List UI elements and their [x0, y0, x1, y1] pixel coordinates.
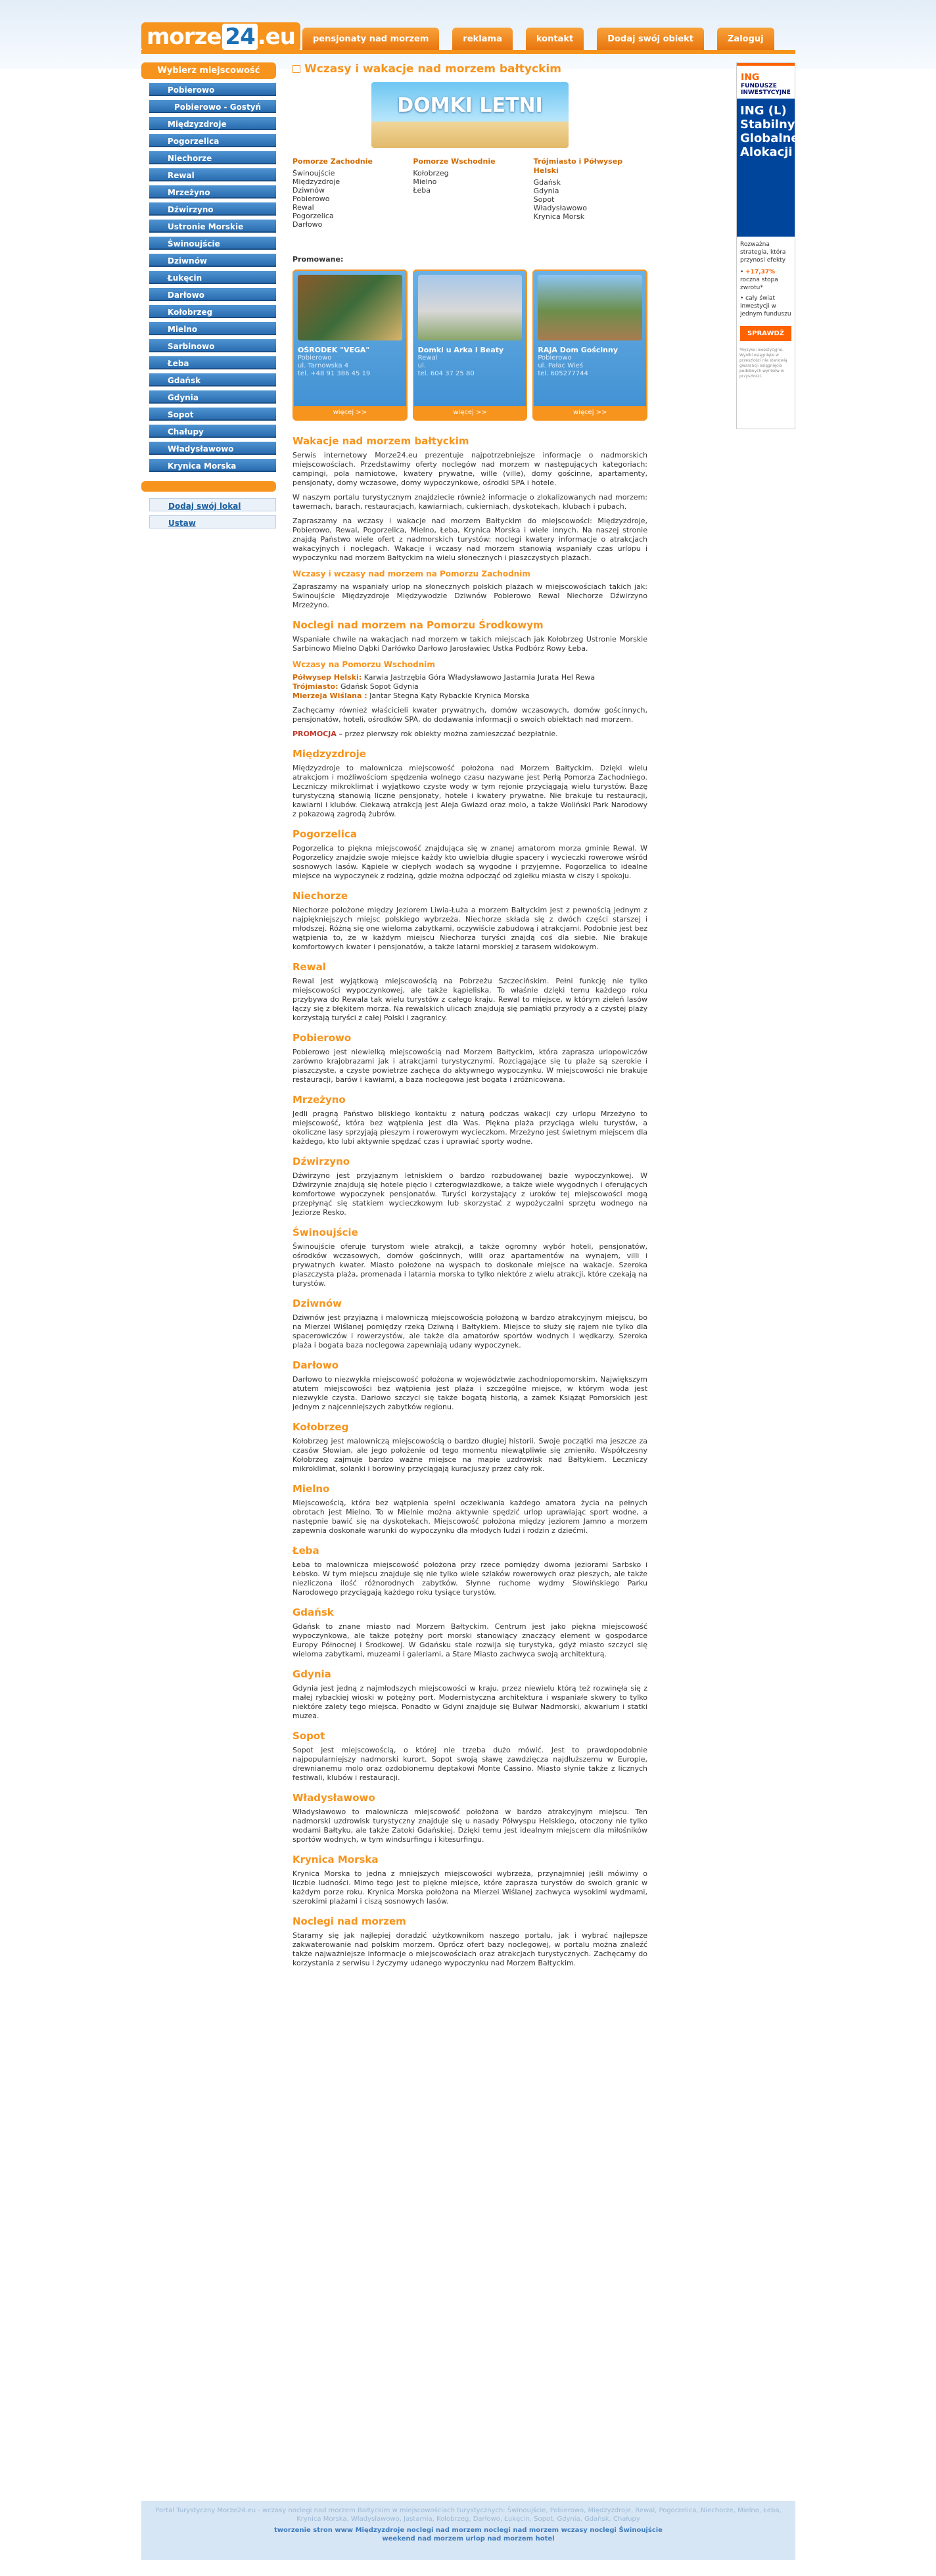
sidebar — [141, 62, 276, 528]
town-section — [292, 1668, 647, 1721]
east-region-label: Mierzeja Wiślana : — [292, 691, 367, 700]
sidebar-town-list — [141, 83, 276, 472]
sidebar-town-link[interactable]: Kołobrzeg — [149, 305, 276, 318]
intro-paragraph-2: W naszym portalu turystycznym znajdziecie również informacje o zlokalizowanych nad morzem: tawernach, barach, restauracjach, kawiarniach, cukierniach, dyskotekach, klubach i pubach. — [292, 493, 647, 511]
sidebar-town-link[interactable]: Władysławowo — [149, 442, 276, 455]
promoted-card[interactable] — [292, 269, 408, 421]
sidebar-town-link[interactable]: Mrzeżyno — [149, 185, 276, 199]
promoted-address: Rewal ul. tel. 604 37 25 80 — [417, 354, 475, 377]
footer-credits-2 — [154, 2535, 782, 2543]
town-description: Gdańsk to znane miasto nad Morzem Bałtyckim. Centrum jest jako piękna miejscowość wypoczynkowa, ale także potężny port morski stanowiący znaczący element w gospodarce Europy Północnej i Środkowej. W Gdańsku stale rozwija się turystyka, gdyż miasto szczyci się wieloma zabytkami, muzeami i galeriami, a Stare Miasto zachwyca swoją architekturą. — [292, 1622, 647, 1658]
promoted-address: Pobierowo ul. Pałac Wieś tel. 605277744 — [538, 354, 588, 377]
town-description: Świnoujście oferuje turystom wiele atrakcji, a także ogromny wybór hoteli, pensjonatów, ośrodków wczasowych, domów gościnnych, willi oraz apartamentów na wynajem, villi i prywatnych kwater. Miasto położone na wyspach to doskonałe miejsce na wakacje. Szeroka piaszczysta plaża, promenada i latarnia morska to tylko niektóre z wielu atrakcji, które czekają na turystów. — [292, 1242, 647, 1288]
promoted-card[interactable] — [413, 269, 528, 421]
promoted-photo — [298, 275, 402, 340]
promo-banner[interactable]: DOMKI LETNI — [371, 82, 569, 148]
region-column — [534, 157, 647, 229]
nav-pensjonaty[interactable]: pensjonaty nad morzem — [302, 28, 439, 51]
sidebar-town-link[interactable]: Łeba — [149, 356, 276, 369]
central-heading: Noclegi nad morzem na Pomorzu Środkowym — [292, 619, 544, 631]
sidebar-town-link[interactable]: Ustronie Morskie — [149, 220, 276, 233]
region-town-link[interactable]: Świnoujście — [292, 169, 335, 177]
central-paragraph: Wspaniałe chwile na wakacjach nad morzem w takich miejscach jak Kołobrzeg Ustronie Morskie Sarbinowo Mielno Dąbki Darłówko Darłowo Jarosławiec Ustka Podbórz Rowy Łeba. — [292, 635, 647, 653]
town-section — [292, 961, 647, 1023]
town-section — [292, 1545, 647, 1597]
footer-credits — [154, 2526, 782, 2535]
sidebar-town-link[interactable]: Darłowo — [149, 288, 276, 301]
main-content — [292, 62, 647, 1973]
promotion-text: – przez pierwszy rok obiekty można zamieszczać bezpłatnie. — [336, 730, 558, 738]
promoted-photo — [538, 275, 642, 340]
ad-copy-text: Rozważna strategia, która przynosi efekty — [740, 241, 786, 264]
east-region-towns: Karwia Jastrzębia Góra Władysławowo Jastarnia Jurata Hel Rewa — [362, 673, 596, 682]
town-description: Darłowo to niezwykła miejscowość położona w województwie zachodniopomorskim. Największym atutem miejscowości bez wątpienia jest plaża i szczególne miejsce, w którym woda jest niezwykle czysta. Darłowo szczyci się także bogatą historią, a zamek Książąt Pomorskich jest jednym z najcenniejszych zabytków regionu. — [292, 1375, 647, 1411]
region-town-link[interactable]: Rewal — [292, 203, 314, 212]
sidebar-item — [149, 408, 276, 421]
town-section — [292, 1094, 647, 1146]
sidebar-town-link[interactable]: Świnoujście — [149, 237, 276, 250]
town-description: Staramy się jak najlepiej doradzić użytkownikom naszego portalu, jak i wybrać najlepsze zakwaterowanie nad polskim morzem. Oprócz ofert bazy noclegowej, w portalu można znaleźć także najważniejsze informacje o miejscowościach oraz atrakcjach turystycznych. Zachęcamy do korzystania z serwisu i życzymy udanego wypoczynku nad Morzem Bałtyckim. — [292, 1931, 647, 1967]
town-heading: Darłowo — [292, 1359, 339, 1371]
header-divider — [141, 50, 795, 54]
town-description: Pobierowo jest niewielką miejscowością nad Morzem Bałtyckim, która zaprasza urlopowiczów zarówno krajobrazami jak i atrakcjami turystycznymi. Rozciągające się tu plaże są szerokie i piaszczyste, a czyste powietrze zachęca do aktywnego wypoczynku. W miejscowości nie brakuje restauracji, barów i kawiarni, a baza noclegowa jest bogata i zróżnicowana. — [292, 1048, 647, 1084]
sidebar-item — [149, 117, 276, 130]
town-description: Kołobrzeg jest malowniczą miejscowością o bardzo długiej historii. Swoje początki ma jeszcze za czasów Słowian, ale jego położenie od tego momentu niewątpliwie się zmieniło. Współczesny Kołobrzeg zajmuje bardzo ważne miejsce na mapie uzdrowisk nad Bałtykiem. Leczniczy mikroklimat, solanki i borowiny przyciągają kuracjuszy przez cały rok. — [292, 1437, 647, 1473]
region-title: Trójmiasto i Półwysep Helski — [533, 157, 623, 175]
nav-login[interactable]: Zaloguj — [717, 28, 774, 51]
east-heading: Wczasy na Pomorzu Wschodnim — [292, 660, 435, 669]
ad-note-line: • cały świat inwestycji w jednym funduszu — [740, 295, 791, 317]
town-description: Niechorze położone między Jeziorem Liwia-Łuża a morzem Bałtyckim jest z pewnością jednym z najpiękniejszych miejsc polskiego wybrzeża. Niechorze składa się z dwóch części starszej i młodszej. Różną się one wieloma zabytkami, oczywiście zabudową i atrakcjami. Podobnie jest bez wątpienia to, że w każdym miejscu Niechorza turyści znajdą coś dla siebie. Nie brakuje komfortowych kwater i pensjonatów, a także latarni morskiej z tarasem widokowym. — [292, 906, 647, 951]
top-navigation — [302, 28, 774, 51]
town-heading: Mielno — [292, 1483, 330, 1495]
town-section — [292, 1359, 647, 1412]
town-description: Krynica Morska to jedna z mniejszych miejscowości wybrzeża, przynajmniej jeśli mówimy o liczbie ludności. Mimo tego jest to piękne miejsce, które zaprasza turystów do swoich granic w każdym porze roku. Krynica Morska położona na Mierzei Wiślanej zachwyca wysokimi wydmami, szerokimi plażami i ciszą sosnowych lasów. — [292, 1869, 647, 1906]
region-town-link[interactable]: Pobierowo — [292, 195, 330, 203]
town-section — [292, 1915, 647, 1968]
sidebar-town-link[interactable]: Dziwnów — [149, 254, 276, 267]
town-heading: Gdynia — [292, 1668, 331, 1680]
region-title: Pomorze Zachodnie — [292, 157, 373, 166]
footer-credits-2-text[interactable]: weekend nad morzem urlop nad morzem hotel — [382, 2535, 555, 2542]
region-title: Pomorze Wschodnie — [413, 157, 496, 166]
ad-copy — [737, 237, 795, 322]
sidebar-item — [149, 168, 276, 181]
promoted-more-link[interactable]: więcej >> — [534, 406, 646, 419]
sidebar-item — [149, 202, 276, 216]
town-heading: Sopot — [292, 1730, 325, 1742]
town-description: Gdynia jest jedną z najmłodszych miejscowości w kraju, przez niewielu którą też rozwinęła się z małej rybackiej wioski w potężny port. Modernistyczna architektura i wspaniałe skwery to tylko niektóre zalety tego miejsca. Ponadto w Gdyni znajduje się Bulwar Nadmorski, akwarium i statki muzea. — [292, 1684, 647, 1720]
sidebar-town-link[interactable]: Mielno — [149, 322, 276, 335]
town-description: Dźwirzyno jest przyjaznym letniskiem o bardzo rozbudowanej bazie wypoczynkowej. W Dźwirzynie znajdują się hotele pięcio i czterogwiazdkowe, a także wiele wygodnych i oferujących komfortowe wypoczynek pensjonatów. Turyści korzystający z uroków tej miejscowości mogą przepłynąć się statkiem wycieczkowym lub skorzystać z wypożyczalni sprzętu wodnego na Jeziorze Resko. — [292, 1171, 647, 1217]
region-columns — [292, 157, 647, 229]
sidebar-town-link[interactable]: Chałupy — [149, 425, 276, 438]
promotion-note — [292, 730, 647, 739]
region-town-link[interactable]: Krynica Morsk — [533, 212, 585, 221]
sidebar-town-link[interactable]: Łukęcin — [149, 271, 276, 284]
ad-check-button[interactable]: SPRAWDŹ — [740, 326, 791, 341]
intro-paragraph-1: Serwis internetowy Morze24.eu prezentuje najpotrzebniejsze informacje o nadmorskich miejscowościach. Przedstawimy oferty noclegów nad morzem w następujących kategoriach: campingi, pola namiotowe, kwatery prywatne, wille (ville), domy gościnne, apartamenty, pensjonaty, domy wczasowe, domy wypoczynkowe, ośrodki SPA i hotele. — [292, 451, 647, 487]
ad-sub: FUNDUSZE INWESTYCYJNE — [741, 83, 791, 96]
sidebar-separator — [141, 481, 276, 492]
sidebar-town-link[interactable]: Gdynia — [149, 390, 276, 404]
logo-text: morze — [147, 24, 222, 50]
town-heading: Dźwirzyno — [292, 1156, 350, 1167]
region-town-link[interactable]: Pogorzelica — [292, 212, 334, 220]
region-town-link[interactable]: Łeba — [413, 186, 431, 195]
sidebar-town-link[interactable]: Pobierowo — [149, 83, 276, 96]
town-description: Łeba to malownicza miejscowość położona przy rzece pomiędzy dwoma jeziorami Sarbsko i Łebsko. W tym miejscu znajduje się nie tylko wiele szlaków rowerowych oraz pieszych, ale także niezliczona ilość różnorodnych zabytków. Słynne ruchome wydmy Słowińskiego Parku Narodowego przyciągają każdego roku tysiące turystów. — [292, 1560, 647, 1597]
sidebar-town-link[interactable]: Sarbinowo — [149, 339, 276, 352]
sidebar-item — [149, 373, 276, 386]
sidebar-item — [149, 237, 276, 250]
town-description: Sopot jest miejscowością, o której nie trzeba dużo mówić. Jest to prawdopodobnie najpopularniejszy nadmorski kurort. Sopot swoją sławę zawdzięcza najdłuższemu w Europie, drewnianemu molo oraz ozdobionemu deptakowi Monte Cassino. Miasto słynie także z licznych festiwali, klubów i restauracji. — [292, 1746, 647, 1782]
sidebar-town-link[interactable]: Niechorze — [149, 151, 276, 164]
title-marker-icon — [292, 65, 300, 73]
town-heading: Dziwnów — [292, 1298, 342, 1309]
town-description: Władysławowo to malownicza miejscowość położona w bardzo atrakcyjnym miejscu. Ten nadmorski uzdrowisk turystyczny znajduje się u nasady Półwyspu Helskiego, otoczony nie tylko wodami Bałtyku, ale także Zatoki Gdańskiej. Dzięki temu jest idealnym miejscem dla miłośników sportów wodnych, w tym windsurfingu i kitesurfingu. — [292, 1808, 647, 1844]
sidebar-item — [149, 322, 276, 335]
sidebar-item — [149, 185, 276, 199]
town-section — [292, 1032, 647, 1085]
promoted-label: Promowane: — [292, 255, 344, 264]
sidebar-extras — [141, 498, 276, 528]
west-paragraph: Zapraszamy na wspaniały urlop na słonecznych polskich plażach w miejscowościach takich jak: Świnoujście Międzyzdroje Międzywodzie Dziwnów Pobierowo Rewal Niechorze Dźwirzyno Mrzeżyno. — [292, 582, 647, 609]
ad-rate: +17,37% — [745, 269, 776, 275]
page-title-text: Wczasy i wakacje nad morzem bałtyckim — [304, 62, 561, 76]
town-heading: Świnoujście — [292, 1227, 358, 1238]
town-description: Pogorzelica to piękna miejscowość znajdująca się w znanej amatorom morza gminie Rewal. W Pogorzelicy znajdzie swoje miejsce każdy kto uwielbia długie spacery i wycieczki rowerowe wśród sosnowych lasów. Kąpiele w ciepłych wodach są wygodne i przyjemne. Pogorzelica to idealne miejsce na wypoczynek z rodziną, gdzie można odpocząć od zgiełku miasta w ciszy i spokoju. — [292, 844, 647, 880]
town-section — [292, 1792, 647, 1844]
promoted-more-link[interactable]: więcej >> — [414, 406, 526, 419]
region-town-link[interactable]: Gdynia — [533, 187, 559, 195]
sidebar-town-link[interactable]: Pogorzelica — [149, 134, 276, 147]
town-heading: Rewal — [292, 961, 326, 973]
sidebar-item — [149, 83, 276, 96]
town-heading: Mrzeżyno — [292, 1094, 346, 1106]
sidebar-item — [149, 442, 276, 455]
town-heading: Pogorzelica — [292, 828, 357, 840]
sidebar-town-link[interactable]: Gdańsk — [149, 373, 276, 386]
sidebar-settings-link[interactable]: Ustaw — [149, 515, 276, 528]
sidebar-town-link[interactable]: Dźwirzyno — [149, 202, 276, 216]
town-description: Miejscowością, która bez wątpienia spełni oczekiwania każdego amatora życia na pełnych obrotach jest Mielno. To w Mielnie można aktywnie spędzić urlop uprawiając sport wodne, a następnie bawić się na dyskotekach. Miejscowość położona między jeziorem Jamno a morzem zapewnia doskonałe warunki do wypoczynku dla młodych ludzi i rodzin z dziećmi. — [292, 1499, 647, 1535]
logo-number: 24 — [222, 24, 257, 50]
region-column — [292, 157, 406, 229]
town-section — [292, 1854, 647, 1906]
intro-paragraph-3: Zapraszamy na wczasy i wakacje nad morzem Bałtyckim do miejscowości: Międzyzdroje, Pobierowo, Rewal, Pogorzelica, Mielno, Łeba, Krynica Morska i wiele innych. Na naszej stronie znajdą Państwo wiele ofert z nadmorskich turystów: noclegi kwatery informacje o atrakcjach wakacyjnych i noclegach. Wakacje i wczasy nad morzem stanowią wspaniały czas urlopu i wypoczynku nad morzem Bałtyckim na wielu słonecznych i piaszczystych plażach. — [292, 517, 647, 562]
ad-brand: ING — [741, 72, 760, 83]
town-section — [292, 828, 647, 881]
town-heading: Pobierowo — [292, 1032, 352, 1044]
town-section — [292, 1298, 647, 1350]
sidebar-item — [149, 151, 276, 164]
east-region-towns: Gdańsk Sopot Gdynia — [338, 682, 419, 691]
sidebar-town-link[interactable]: Rewal — [149, 168, 276, 181]
site-logo[interactable] — [141, 20, 295, 54]
ad-rate-line: • +17,37% roczna stopa zwrotu* — [740, 269, 778, 291]
east-region-line — [292, 682, 647, 691]
sidebar-town-link[interactable]: Międzyzdroje — [149, 117, 276, 130]
region-town-link[interactable]: Gdańsk — [533, 178, 561, 187]
sidebar-item — [149, 271, 276, 284]
town-heading: Krynica Morska — [292, 1854, 379, 1865]
promoted-more-link[interactable]: więcej >> — [294, 406, 406, 419]
sidebar-item — [149, 220, 276, 233]
town-section — [292, 1606, 647, 1659]
sidebar-item — [149, 390, 276, 404]
town-description: Jedli pragną Państwo bliskiego kontaktu z naturą podczas wakacji czy urlopu Mrzeżyno to miejscowość, która bez wątpienia jest dla Was. Piękna plaża przyciąga wielu turystów, a okoliczne lasy sprzyjają pieszym i rowerowym wycieczkom. Mrzeżyno jest świetnym miejscem dla każdego, kto lubi aktywnie spędzać czas i uprawiać sporty wodne. — [292, 1110, 647, 1146]
sidebar-item — [149, 339, 276, 352]
sidebar-item — [149, 100, 276, 113]
sidebar-item — [149, 288, 276, 301]
east-region-lines — [292, 673, 647, 701]
region-town-link[interactable]: Mielno — [413, 177, 437, 186]
town-descriptions — [292, 748, 647, 1968]
town-heading: Kołobrzeg — [292, 1421, 349, 1433]
east-region-line — [292, 691, 647, 701]
page-title — [292, 62, 647, 76]
town-section — [292, 1227, 647, 1288]
sidebar-header: Wybierz miejscowość — [141, 62, 276, 79]
town-heading: Międzyzdroje — [292, 748, 366, 760]
town-section — [292, 1483, 647, 1535]
promoted-address: Pobierowo ul. Tarnowska 4 tel. +48 91 386 45 19 — [298, 354, 371, 377]
ad-rate-note: roczna stopa zwrotu* — [740, 277, 778, 291]
sidebar-item — [149, 459, 276, 472]
promoted-listings — [292, 269, 647, 421]
sidebar-town-link[interactable]: Sopot — [149, 408, 276, 421]
promoted-photo — [418, 275, 523, 340]
logo-tld: .eu — [257, 24, 295, 50]
nav-kontakt[interactable]: kontakt — [526, 28, 584, 51]
west-heading: Wczasy i wczasy nad morzem na Pomorzu Zachodnim — [292, 569, 530, 578]
ing-advertisement[interactable] — [736, 62, 803, 429]
town-section — [292, 748, 647, 819]
region-town-link[interactable]: Dziwnów — [292, 186, 325, 195]
nav-add-listing[interactable]: Dodaj swój obiekt — [597, 28, 704, 51]
sidebar-add-listing-link[interactable]: Dodaj swój lokal — [149, 498, 276, 511]
sidebar-item — [149, 425, 276, 438]
east-region-line — [292, 673, 647, 682]
ad-stripe — [737, 63, 795, 66]
promoted-name: RAJA Dom Gościnny — [538, 346, 618, 354]
region-column — [413, 157, 526, 229]
town-description: Międzyzdroje to malownicza miejscowość położona nad Morzem Bałtyckim. Dzięki wielu atrakcjom i możliwościom spędzenia wolnego czasu nazywane jest Perłą Pomorza Zachodniego. Leczniczy mikroklimat i wyjątkowo czyste wody w tym rejonie przyciągają wielu turystów. Bazę turystyczną stanowią liczne pensjonaty, hotele i kwatery prywatne. Nie brakuje tu restauracji, kawiarni i klubów. Ciekawą atrakcją jest Aleja Gwiazd oraz molo, a także Woliński Park Narodowy z pokazową zagrodą żubrów. — [292, 764, 647, 818]
region-town-link[interactable]: Międzyzdroje — [292, 177, 340, 186]
town-heading: Gdańsk — [292, 1606, 334, 1618]
town-heading: Łeba — [292, 1545, 319, 1557]
ad-headline: ING (L) Stabilny Globalnej Alokacji — [737, 99, 795, 237]
nav-reklama[interactable]: reklama — [452, 28, 512, 51]
region-town-link[interactable]: Sopot — [533, 195, 555, 204]
promoted-name: OŚRODEK "VEGA" — [298, 346, 370, 354]
town-section — [292, 1156, 647, 1217]
east-region-towns: Jantar Stegna Kąty Rybackie Krynica Morska — [367, 691, 530, 700]
region-town-link[interactable]: Władysławowo — [533, 204, 587, 212]
intro-heading: Wakacje nad morzem bałtyckim — [292, 435, 469, 447]
east-region-label: Półwysep Helski: — [292, 673, 362, 682]
town-heading: Władysławowo — [292, 1792, 375, 1804]
ad-logo — [741, 72, 791, 96]
town-heading: Niechorze — [292, 890, 348, 902]
town-heading: Noclegi nad morzem — [292, 1915, 406, 1927]
ad-note: cały świat inwestycji w jednym funduszu — [740, 295, 791, 317]
region-town-link[interactable]: Kołobrzeg — [413, 169, 449, 177]
sidebar-item — [149, 356, 276, 369]
footer — [141, 2501, 795, 2560]
east-paragraph: Zachęcamy również właścicieli kwater prywatnych, domów wczasowych, domów gościnnych, pensjonatów, hoteli, ośrodków SPA, do dodawania informacji o swoich obiektach nad morzem. — [292, 706, 647, 724]
town-section — [292, 1421, 647, 1474]
ad-fine-print: *Ryzyko inwestycyjne. Wyniki osiągnięte w przeszłości nie stanowią gwarancji osiągnięcia podobnych wyników w przyszłości. — [739, 348, 787, 379]
sidebar-item — [149, 254, 276, 267]
sidebar-town-link[interactable]: Krynica Morska — [149, 459, 276, 472]
promoted-card[interactable] — [532, 269, 647, 421]
sidebar-item — [149, 305, 276, 318]
town-section — [292, 1730, 647, 1783]
town-description: Rewal jest wyjątkową miejscowością na Pobrzeżu Szczecińskim. Pełni funkcję nie tylko miejscowości wypoczynkowej, ale także kąpieliska. To właśnie dzięki temu każdego roku przybywa do Rewala tak wielu turystów z całego kraju. Rewal to miejsce, w którym zieleń lasów łączy się z błękitem morza. Na rewalskich ulicach znajdują się pamiątki przyrody a z czystej plaży korzystają turyści z całej Polski i zagranicy. — [292, 977, 647, 1022]
footer-text: Portal Turystyczny Morze24.eu - wczasy noclegi nad morzem Bałtyckim w miejscowościach turystycznych: Świnoujście, Pobierowo, Międzyzdroje, Rewal, Pogorzelica, Niechorze, Mielno, Łeba, Krynica Morska, Władysławowo, Jastarnia, Kołobrzeg, Darłowo, Łukęcin, Sopot, Gdynia, Gdańsk, Chałupy — [155, 2507, 782, 2523]
town-description: Dziwnów jest przyjazną i malowniczą miejscowością położoną w bardzo atrakcyjnym miejscu, bo na Mierzei Wiślanej pomiędzy rzeką Dziwną i Bałtykiem. Miejsce to służy się rajem nie tylko dla spacerowiczów i rowerzystów, ale także dla amatorów sportów wodnych i wędkarzy. Szeroka plaża i bogata baza noclegowa zapewniają udany wypoczynek. — [292, 1313, 647, 1349]
sidebar-item — [149, 134, 276, 147]
region-town-link[interactable]: Darłowo — [292, 220, 323, 229]
promoted-name: Domki u Arka i Beaty — [417, 346, 504, 354]
sidebar-town-link[interactable]: Pobierowo - Gostyń — [149, 100, 276, 113]
promotion-label: PROMOCJA — [292, 730, 337, 738]
east-region-label: Trójmiasto: — [292, 682, 339, 691]
town-section — [292, 890, 647, 952]
footer-credits-text[interactable]: tworzenie stron www Międzyzdroje noclegi nad morzem noclegi nad morzem wczasy noclegi Świnoujście — [274, 2527, 663, 2534]
